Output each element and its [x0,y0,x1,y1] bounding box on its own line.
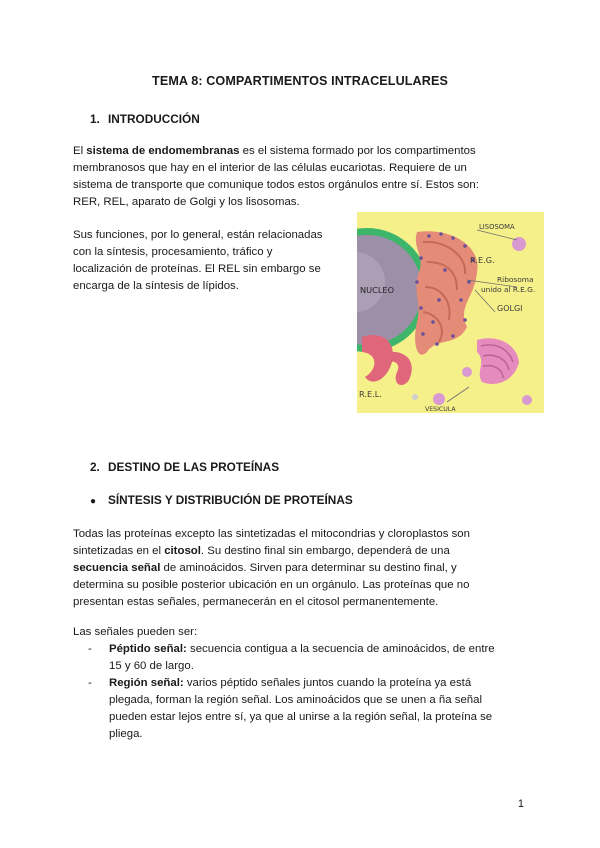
vesicle [433,393,445,405]
bullet-icon: ● [90,496,97,507]
section-2-heading [90,460,279,474]
proteins-line-2-post: . Su destino final sin embargo, dependerá de una [200,545,450,557]
list-item [88,675,528,743]
subsection-heading [90,493,353,507]
label-rel: R.E.L. [359,389,382,399]
page-number: 1 [517,798,524,810]
intro-p1-line-4: RER, REL, aparato de Golgi y los lisosomas. [73,196,300,208]
section-1-title: INTRODUCCIÓN [108,112,200,126]
label-nucleo: NUCLEO [360,285,395,295]
signals-intro: Las señales pueden ser: [73,626,198,638]
item-2-term: Región señal: [109,677,184,689]
intro-p2-line-4: encarga de la síntesis de lípidos. [73,280,239,292]
intro-p1-line-1: es el sistema formado por los compartimentos [239,145,476,157]
proteins-line-3-bold: secuencia señal [73,562,161,574]
proteins-line-4: determina su posible posterior ubicación en un orgánulo. Las proteínas que no [73,579,470,591]
intro-paragraph-2 [73,227,358,295]
intro-p2-line-2: con la síntesis, procesamiento, tráfico y [73,246,273,258]
item-2-line-4: pliega. [109,728,143,740]
item-1-term: Péptido señal: [109,643,187,655]
item-2-line-2: plegada, forman la región señal. Los aminoácidos que se unen a ña señal [109,694,482,706]
intro-p1-line-3: sistema de transporte que comunique todos estos orgánulos entre sí. Estos son: [73,179,479,191]
endomembrane-illustration [357,212,544,413]
item-2-line-1: varios péptido señales juntos cuando la proteína ya está [183,677,472,689]
subsection-title: SÍNTESIS Y DISTRIBUCIÓN DE PROTEÍNAS [108,493,353,507]
proteins-line-2-pre: sintetizadas en el [73,545,165,557]
intro-p2-line-1: Sus funciones, por lo general, están relacionadas [73,229,323,241]
page-title: TEMA 8: COMPARTIMENTOS INTRACELULARES [152,74,448,88]
intro-p1-bold: sistema de endomembranas [86,145,240,157]
intro-p1-line-2: membranosos que hay en el interior de las células eucariotas. Requiere de un [73,162,467,174]
list-item [88,641,528,675]
label-reg: R.E.G. [470,255,495,265]
item-1-line-2: 15 y 60 de largo. [109,660,194,672]
signals-list [88,641,528,743]
endomembrane-figure [357,212,544,413]
section-1-number: 1. [90,112,100,126]
list-dash: - [88,677,92,689]
item-1-line-1: secuencia contigua a la secuencia de aminoácidos, de entre [186,643,495,655]
proteins-line-1: Todas las proteínas excepto las sintetizadas el mitocondrias y cloroplastos son [73,528,470,540]
section-1-heading [90,112,200,126]
section-2-title: DESTINO DE LAS PROTEÍNAS [108,460,280,474]
label-ribosoma-1: Ribosoma [497,275,534,284]
label-vesicula: VESICULA [425,406,456,413]
proteins-line-3-post: de aminoácidos. Sirven para determinar su destino final, y [160,562,457,574]
label-lisosoma: LISOSOMA [479,223,515,231]
intro-p2-line-3: localización de proteínas. El REL sin embargo se [73,263,321,275]
item-2-line-3: pueden estar lejos entre sí, ya que al unirse a la región señal, la proteína se [109,711,493,723]
section-2-number: 2. [90,460,100,474]
label-golgi: GOLGI [497,304,523,313]
label-ribosoma-2: unido al R.E.G. [481,285,536,294]
list-dash: - [88,643,92,655]
proteins-line-2-bold: citosol [164,545,201,557]
intro-paragraph-1 [73,143,533,211]
intro-p1-pre: El [73,145,87,157]
proteins-line-5: presentan estas señales, permanecerán en el citosol permanentemente. [73,596,439,608]
proteins-paragraph [73,526,533,611]
